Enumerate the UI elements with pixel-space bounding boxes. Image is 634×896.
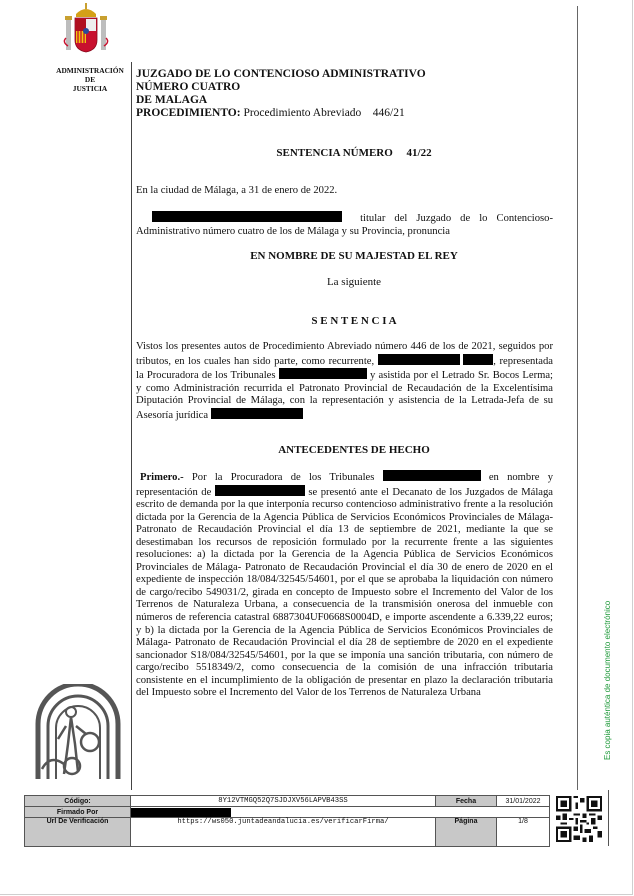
judge-text-1: titular del Juzgado de lo Contencioso- [360, 213, 553, 224]
sentence-number: SENTENCIA NÚMERO 41/22 [276, 147, 432, 159]
date-label: Fecha [436, 796, 497, 807]
primero-text-1: Por la Procuradora de los Tribunales [183, 472, 375, 483]
signed-by-row [25, 807, 550, 818]
logo-line-1: ADMINISTRACIÓN [56, 66, 124, 75]
primero-text-3: se presentó ante el Decanato de los Juzgados de Málaga escrito de demanda por la que interponía recurso contencioso administrativo frente a la resolución dictada por la Gerencia de la Agencia Pública de Servicios Económicos Provinciales de Málaga- Patronato de Recaudación Provincial el día 13 de septiembre de 2021, mediante la que se desestimaban los recursos de reposición formulado por la recurrente frente a las siguientes resoluciones: a) la dictada por la Gerencia de la Agencia Pública de Servicios Económicos Provinciales de Málaga- Patronato de Recaudación Provincial el día 30 de enero de 2020 en el expediente de inspección 18/084/32545/54601, por el que se aprobaba la liquidación con número de cargo/recibo 549031/2, girada en concepto de Impuesto sobre el Incremento del Valor de los Terrenos de Naturaleza Urbana, a consecuencia de la transmisión onerosa del inmueble con números de referencia catastral 6887304UF0668S0004D, e importe ascendente a 6.339,22 euros; y b) la dictada por la Gerencia de la Agencia Pública de Servicios Económicos Provinciales de Málaga- Patronato de Recaudación Provincial el día 28 de septiembre de 2020 en el expediente sancionador S18/084/32545/54601, por la que se imponía una sanción tributaria, con número de cargo/recibo 5518349/2, como consecuencia de la comisión de una infracción tributaria consistente en el incumplimiento de la obligación de presentar en plazo la declaración tributaria del Impuesto sobre el Incremento del Valor de los Terrenos de Naturaleza Urbana [136, 486, 553, 699]
vistos-text-2: , representada la Procuradora de los Tribunales [136, 355, 554, 382]
antecedentes-heading: ANTECEDENTES DE HECHO [278, 444, 430, 456]
administracion-justicia-label [52, 66, 128, 93]
court-name-line3: DE MALAGA [136, 94, 208, 106]
code-row [25, 796, 550, 807]
vistos-paragraph [136, 341, 553, 422]
redacted-procurator-2 [383, 470, 481, 481]
qr-code-icon[interactable] [556, 796, 602, 842]
logo-line-2: DE [84, 75, 96, 84]
procedure-value: Procedimiento Abreviado 446/21 [243, 107, 405, 119]
procedure-line [136, 107, 426, 120]
judge-text-2: Administrativo número cuatro de los de Málaga y su Provincia, pronuncia [136, 225, 450, 237]
primero-text-2: en nombre y representación de [136, 472, 553, 498]
signed-by-label: Firmado Por [25, 807, 131, 818]
verification-url-link[interactable]: https://ws050.juntadeandalucia.es/verificarFirma/ [131, 818, 436, 847]
url-row [25, 818, 550, 847]
url-label: Url De Verificación [25, 818, 131, 847]
vistos-text-1: Vistos los presentes autos de Procedimiento Abreviado número 446 de los de 2021, seguidos por tributos, en los cuales han sido parte, como recurrente, [136, 341, 553, 367]
signed-by-value [131, 807, 550, 818]
redacted-signer [131, 808, 231, 817]
vistos-text-3: y asistida por el Letrado Sr. Bocos Lerma; y como Administración recurrida el Patronato Provincial de Recaudación de la Excelentísima Diputación Provincial de Málaga, con la representación y asistencia de la Letrada-Jefa de su Asesoría jurídica [136, 370, 554, 421]
page-value: 1/8 [497, 818, 550, 847]
authentic-copy-note: Es copia auténtica de documento electrónico [603, 600, 612, 760]
judge-paragraph [136, 211, 553, 238]
la-siguiente: La siguiente [326, 276, 382, 288]
king-heading: EN NOMBRE DE SU MAJESTAD EL REY [250, 250, 458, 262]
redacted-plaintiff-2 [215, 485, 305, 496]
code-label: Código: [25, 796, 131, 807]
date-value: 31/01/2022 [497, 796, 550, 807]
spain-coat-of-arms-icon [62, 2, 110, 62]
court-name-line2: NÚMERO CUATRO [136, 81, 241, 93]
redacted-judge-name [152, 211, 342, 222]
primero-paragraph [136, 470, 553, 700]
redacted-plaintiff [378, 354, 460, 365]
redacted-lawyer [211, 408, 303, 419]
logo-line-3: JUSTICIA [72, 84, 108, 93]
primero-label: Primero.- [140, 472, 184, 483]
qr-divider [608, 790, 609, 846]
left-margin-rule [131, 62, 132, 790]
procedure-label: PROCEDIMIENTO: [136, 107, 241, 119]
place-date: En la ciudad de Málaga, a 31 de enero de 2022. [136, 185, 338, 196]
redacted-plaintiff-cont [463, 354, 493, 365]
signature-verification-table [24, 795, 550, 847]
court-header [136, 68, 426, 120]
redacted-procurator [279, 368, 367, 379]
page-label: Página [436, 818, 497, 847]
sentencia-heading: S E N T E N C I A [311, 315, 397, 327]
right-margin-rule [577, 6, 578, 790]
court-name-line1: JUZGADO DE LO CONTENCIOSO ADMINISTRATIVO [136, 68, 426, 80]
junta-andalucia-logo-icon [28, 684, 128, 784]
code-value: 8Y12VTMGQ52Q7SJDJXV56LAPVB43SS [131, 796, 436, 807]
